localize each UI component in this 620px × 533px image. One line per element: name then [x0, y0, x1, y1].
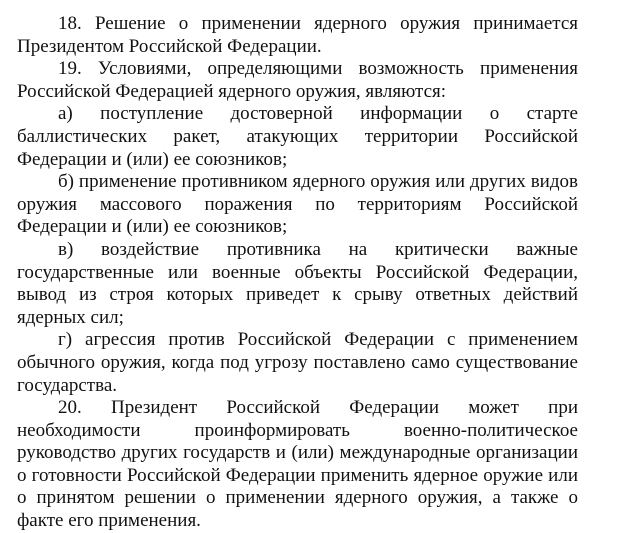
paragraph-19-a: а) поступление достоверной информации о старте баллистических ракет, атакующих территории Российской Федерации и (или) ее союзников; — [17, 103, 578, 170]
paragraph-18: 18. Решение о применении ядерного оружия принимается Президентом Российской Федерации. — [17, 13, 578, 57]
paragraph-20: 20. Президент Российской Федерации может при необходимости проинформировать военно-политическое руководство других государств и (или) международные организации о готовности Российской Федерации применить ядерное оружие или о принятом решении о применении ядерного оружия, а также о факте его применения. — [17, 397, 578, 532]
paragraph-19-g: г) агрессия против Российской Федерации с применением обычного оружия, когда под угрозу поставлено само существование государства. — [17, 329, 578, 396]
paragraph-19-b: б) применение противником ядерного оружия или других видов оружия массового поражения по территориям Российской Федерации и (или) ее союзников; — [17, 171, 578, 238]
paragraph-19-v: в) воздействие противника на критически важные государственные или военные объекты Российской Федерации, вывод из строя которых приведет к срыву ответных действий ядерных сил; — [17, 238, 578, 328]
document-body — [17, 13, 578, 533]
paragraph-19: 19. Условиями, определяющими возможность применения Российской Федерацией ядерного оружия, являются: — [17, 58, 578, 102]
